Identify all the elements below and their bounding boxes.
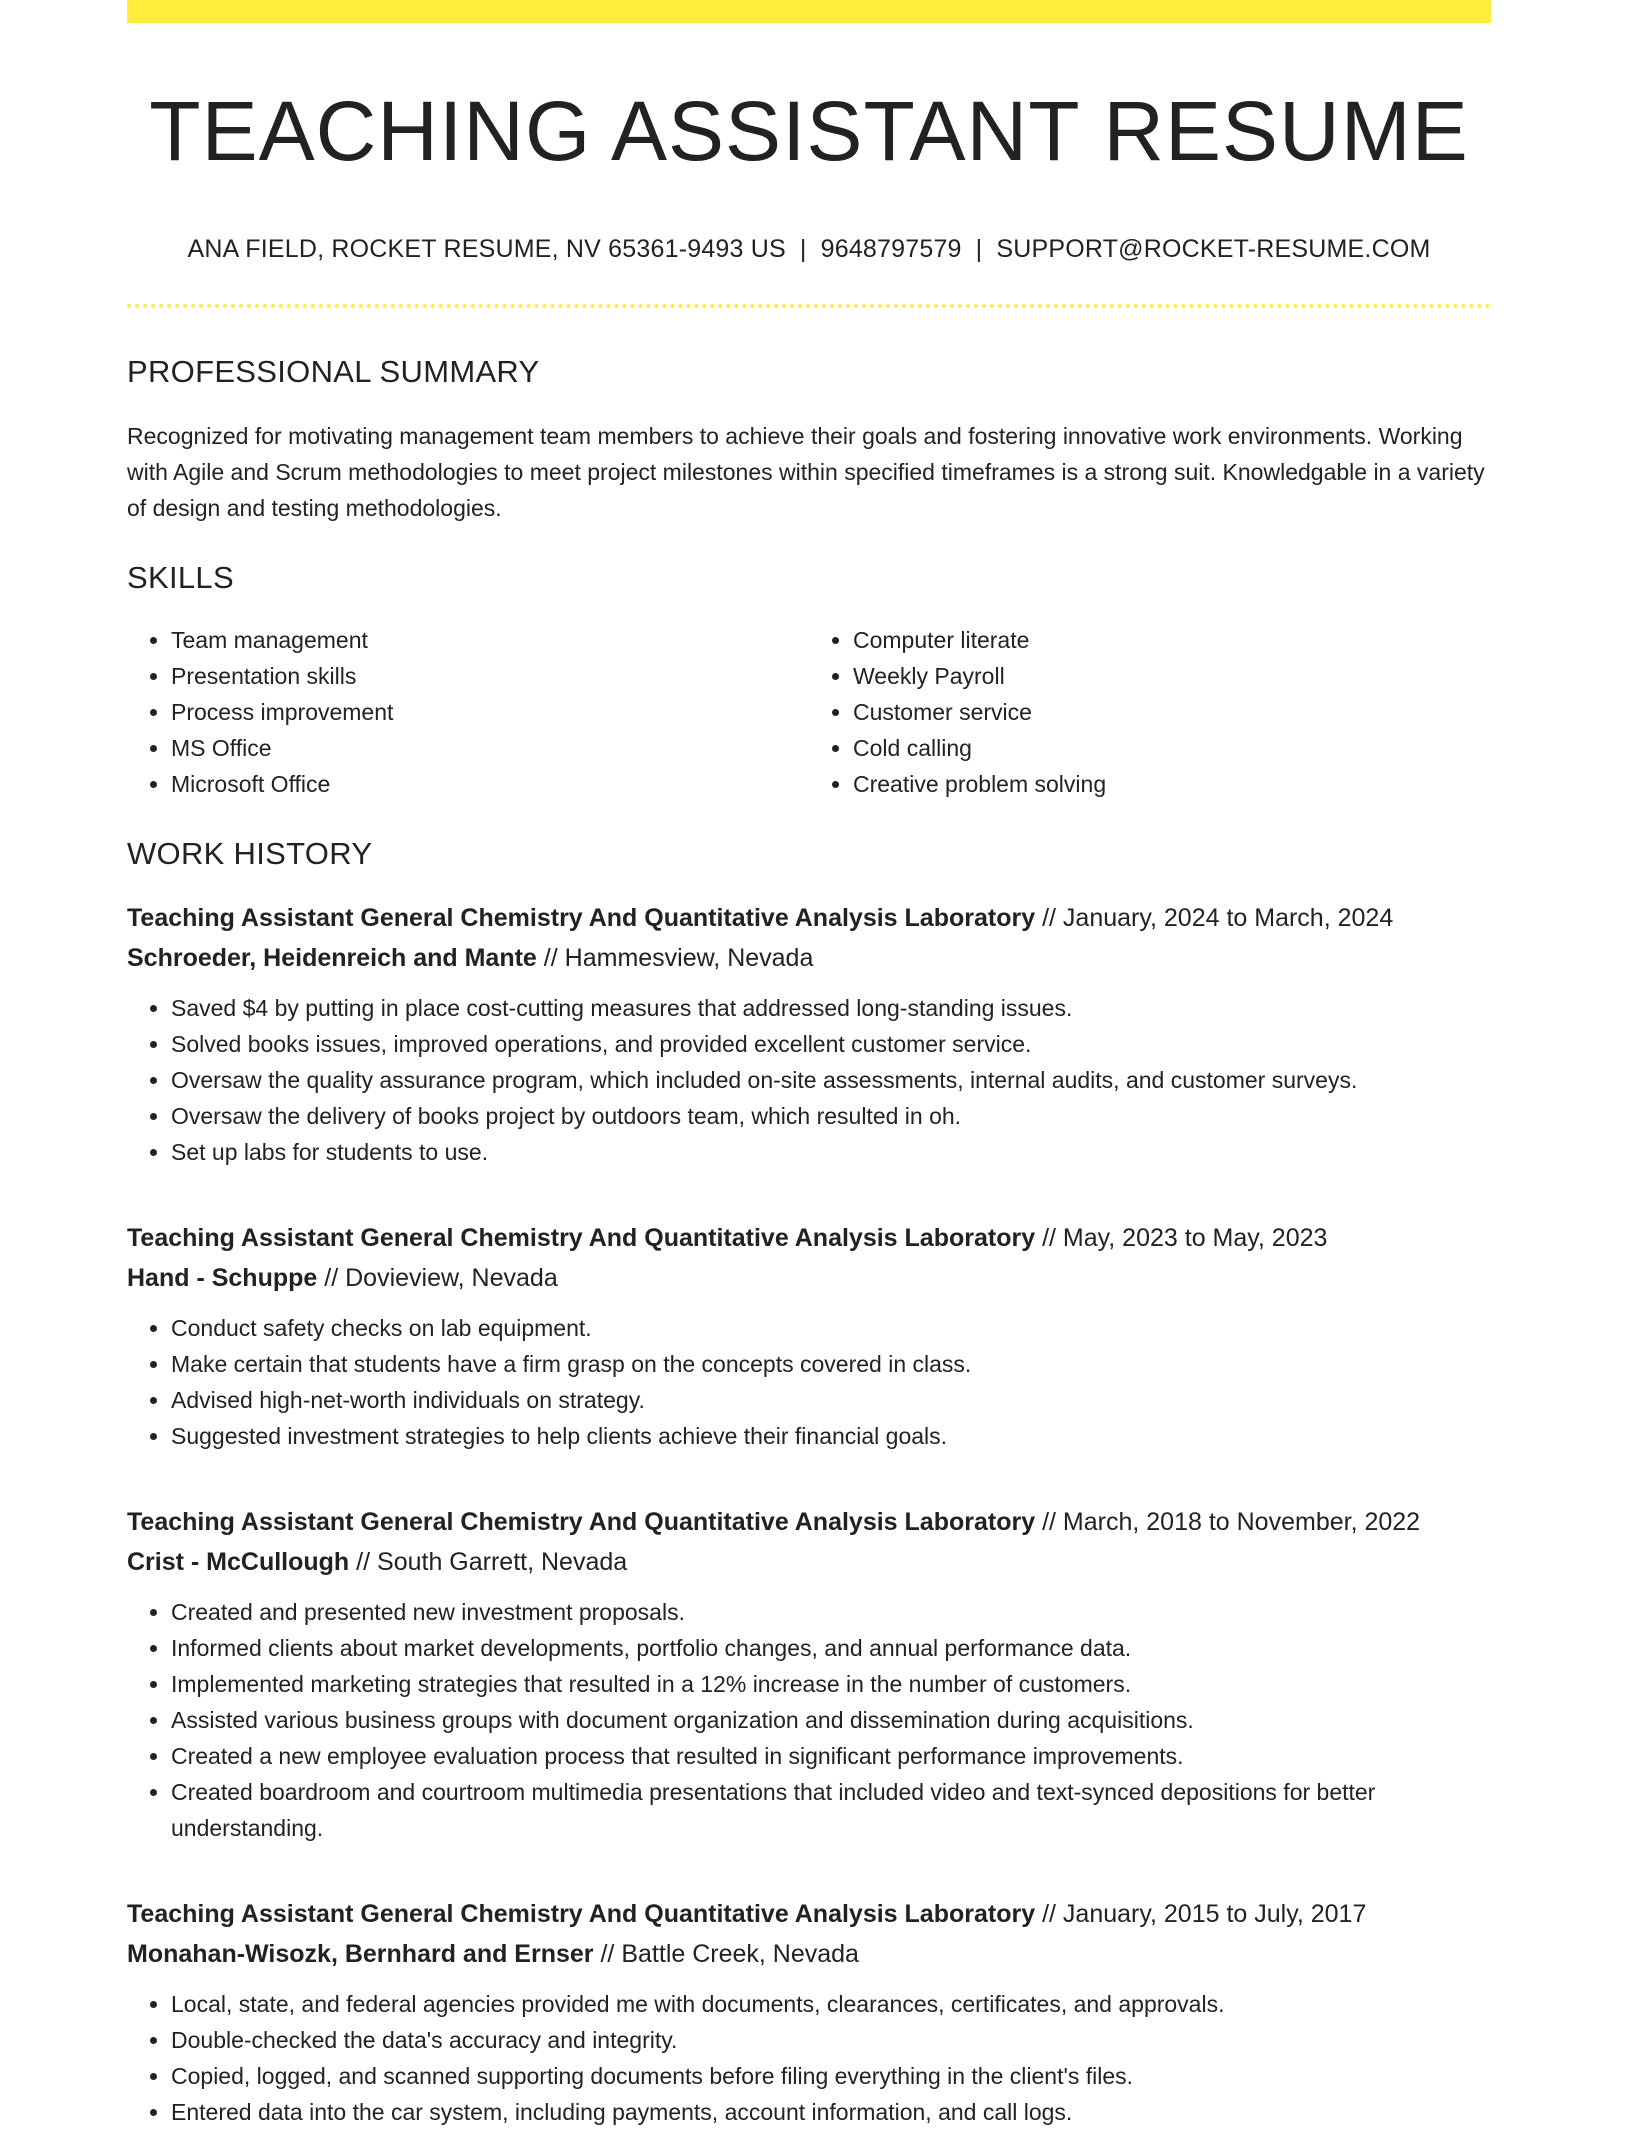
job-bullet: • Oversaw the delivery of books project by outdoors team, which resulted in oh. <box>171 1098 1491 1134</box>
skill-item: • MS Office <box>171 730 809 766</box>
job-company-line <box>127 1258 1491 1298</box>
job-title: Teaching Assistant General Chemistry And Quantitative Analysis Laboratory <box>127 1224 1036 1253</box>
job-bullet: • Implemented marketing strategies that resulted in a 12% increase in the number of customers. <box>171 1666 1491 1702</box>
job-title: Teaching Assistant General Chemistry And Quantitative Analysis Laboratory <box>127 1508 1036 1537</box>
job-dates: January, 2015 to July, 2017 <box>1062 1900 1367 1929</box>
skill-item: • Presentation skills <box>171 658 809 694</box>
job-dates: May, 2023 to May, 2023 <box>1062 1224 1328 1253</box>
job-location: Battle Creek, Nevada <box>621 1940 859 1969</box>
work-history-heading: WORK HISTORY <box>127 836 373 872</box>
job-entry <box>127 1502 1491 1846</box>
contact-phone: 9648797579 <box>820 235 962 264</box>
job-separator: // <box>324 1264 339 1293</box>
job-entry <box>127 1894 1491 2130</box>
job-bullet: • Created a new employee evaluation process that resulted in significant performance improvements. <box>171 1738 1491 1774</box>
job-bullets <box>127 1986 1491 2130</box>
job-company: Hand - Schuppe <box>127 1264 318 1293</box>
job-bullets <box>127 990 1491 1170</box>
job-bullet: • Oversaw the quality assurance program, which included on-site assessments, internal audits, and customer surveys. <box>171 1062 1491 1098</box>
job-title: Teaching Assistant General Chemistry And Quantitative Analysis Laboratory <box>127 1900 1036 1929</box>
job-entry <box>127 898 1491 1170</box>
job-bullets <box>127 1310 1491 1454</box>
job-bullet: • Copied, logged, and scanned supporting documents before filing everything in the client's files. <box>171 2058 1491 2094</box>
job-company: Monahan-Wisozk, Bernhard and Ernser <box>127 1940 594 1969</box>
job-title: Teaching Assistant General Chemistry And Quantitative Analysis Laboratory <box>127 904 1036 933</box>
resume-title: TEACHING ASSISTANT RESUME <box>149 84 1469 178</box>
job-bullet: • Make certain that students have a firm grasp on the concepts covered in class. <box>171 1346 1491 1382</box>
job-bullet: • Created and presented new investment proposals. <box>171 1594 1491 1630</box>
skill-item: • Cold calling <box>853 730 1491 766</box>
job-bullets <box>127 1594 1491 1846</box>
job-company-line <box>127 938 1491 978</box>
job-bullet: • Created boardroom and courtroom multimedia presentations that included video and text-synced depositions for better understanding. <box>171 1774 1491 1846</box>
resume-content <box>127 23 1491 2130</box>
job-bullet: • Conduct safety checks on lab equipment. <box>171 1310 1491 1346</box>
summary-text: Recognized for motivating management team members to achieve their goals and fostering innovative work environments. Working with Agile and Scrum methodologies to meet project milestones within specified timeframes is a strong suit. Knowledgable in a variety of design and testing methodologies. <box>127 423 1485 522</box>
job-location: South Garrett, Nevada <box>377 1548 628 1577</box>
job-entry <box>127 1218 1491 1454</box>
job-separator: // <box>1042 904 1056 933</box>
job-company-line <box>127 1542 1491 1582</box>
job-location: Hammesview, Nevada <box>564 944 814 973</box>
job-company: Crist - McCullough <box>127 1548 350 1577</box>
job-dates: March, 2018 to November, 2022 <box>1062 1508 1421 1537</box>
skill-item: • Weekly Payroll <box>853 658 1491 694</box>
job-bullet: • Saved $4 by putting in place cost-cutting measures that addressed long-standing issues. <box>171 990 1491 1026</box>
job-bullet: • Assisted various business groups with document organization and dissemination during acquisitions. <box>171 1702 1491 1738</box>
job-bullet: • Advised high-net-worth individuals on strategy. <box>171 1382 1491 1418</box>
dotted-divider <box>127 304 1491 308</box>
job-separator: // <box>1042 1900 1056 1929</box>
summary-heading: PROFESSIONAL SUMMARY <box>127 354 540 390</box>
job-separator: // <box>600 1940 615 1969</box>
skills-column-right <box>809 622 1491 802</box>
job-location: Dovieview, Nevada <box>345 1264 558 1293</box>
skills-column-left <box>127 622 809 802</box>
contact-address: ANA FIELD, ROCKET RESUME, NV 65361-9493 US <box>187 235 786 264</box>
skills-heading: SKILLS <box>127 560 234 596</box>
job-bullet: • Local, state, and federal agencies provided me with documents, clearances, certificates, and approvals. <box>171 1986 1491 2022</box>
job-title-line <box>127 898 1491 938</box>
skills-list <box>127 622 1491 802</box>
job-bullet: • Suggested investment strategies to help clients achieve their financial goals. <box>171 1418 1491 1454</box>
job-title-line <box>127 1502 1491 1542</box>
job-bullet: • Double-checked the data's accuracy and integrity. <box>171 2022 1491 2058</box>
job-separator: // <box>1042 1224 1056 1253</box>
skill-item: • Process improvement <box>171 694 809 730</box>
job-bullet: • Informed clients about market developments, portfolio changes, and annual performance data. <box>171 1630 1491 1666</box>
job-dates: January, 2024 to March, 2024 <box>1062 904 1394 933</box>
skill-item: • Microsoft Office <box>171 766 809 802</box>
job-bullet: • Entered data into the car system, including payments, account information, and call logs. <box>171 2094 1491 2130</box>
job-company-line <box>127 1934 1491 1974</box>
skill-item: • Customer service <box>853 694 1491 730</box>
job-separator: // <box>543 944 558 973</box>
job-title-line <box>127 1218 1491 1258</box>
job-bullet: • Solved books issues, improved operations, and provided excellent customer service. <box>171 1026 1491 1062</box>
accent-top-bar <box>127 0 1491 23</box>
contact-separator: | <box>799 235 807 264</box>
job-separator: // <box>356 1548 371 1577</box>
skill-item: • Team management <box>171 622 809 658</box>
job-bullet: • Set up labs for students to use. <box>171 1134 1491 1170</box>
job-title-line <box>127 1894 1491 1934</box>
contact-separator: | <box>975 235 983 264</box>
job-company: Schroeder, Heidenreich and Mante <box>127 944 537 973</box>
job-separator: // <box>1042 1508 1056 1537</box>
contact-email: SUPPORT@ROCKET-RESUME.COM <box>996 235 1431 264</box>
skill-item: • Creative problem solving <box>853 766 1491 802</box>
contact-line <box>127 235 1491 264</box>
skill-item: • Computer literate <box>853 622 1491 658</box>
